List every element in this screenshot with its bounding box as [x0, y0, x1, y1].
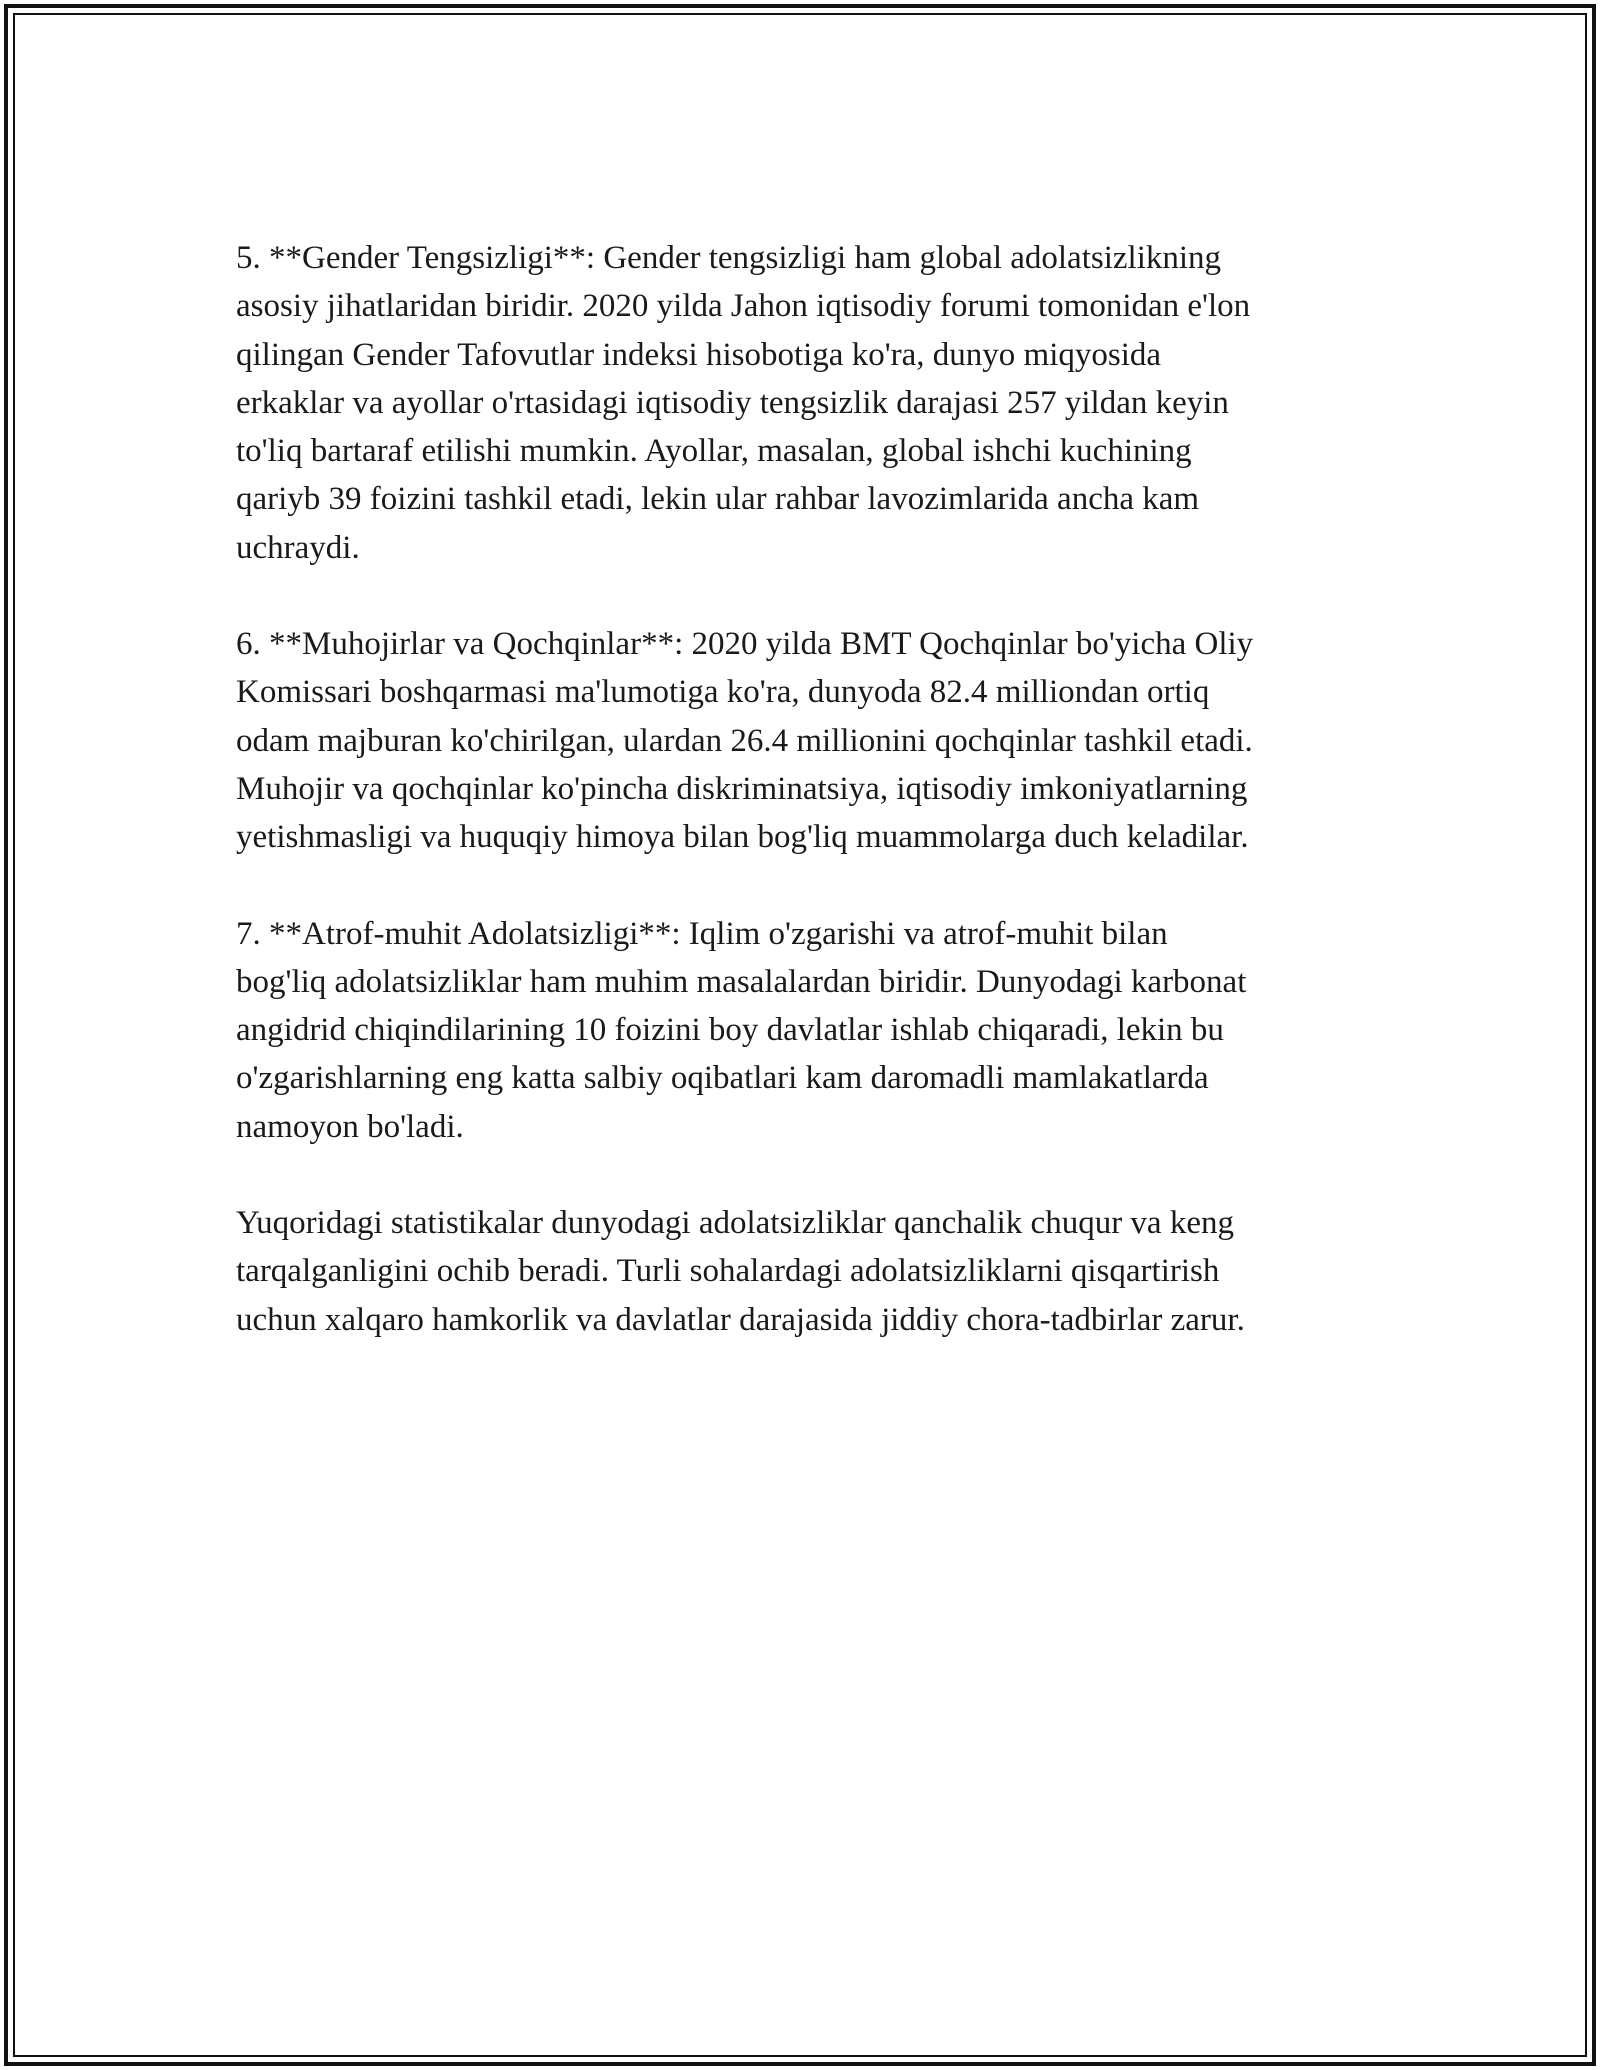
text-line: odam majburan ko'chirilgan, ulardan 26.4 millionini qochqinlar tashkil etadi. — [236, 722, 1253, 759]
text-line: Komissari boshqarmasi ma'lumotiga ko'ra, dunyoda 82.4 milliondan ortiq — [236, 674, 1210, 711]
text-line: angidrid chiqindilarining 10 foizini boy davlatlar ishlab chiqaradi, lekin bu — [236, 1012, 1224, 1049]
text-line: Muhojir va qochqinlar ko'pincha diskriminatsiya, iqtisodiy imkoniyatlarning — [236, 770, 1248, 807]
text-line: namoyon bo'ladi. — [236, 1108, 464, 1145]
text-line: 6. **Muhojirlar va Qochqinlar**: 2020 yilda BMT Qochqinlar bo'yicha Oliy — [236, 626, 1254, 663]
text-line: uchraydi. — [236, 529, 360, 566]
paragraph-migrants-refugees — [236, 620, 1376, 861]
text-line: to'liq bartaraf etilishi mumkin. Ayollar, masalan, global ishchi kuchining — [236, 433, 1192, 470]
document-body — [236, 234, 1376, 1344]
text-line: erkaklar va ayollar o'rtasidagi iqtisodiy tengsizlik darajasi 257 yildan keyin — [236, 384, 1229, 421]
text-line: Yuqoridagi statistikalar dunyodagi adolatsizliklar qanchalik chuqur va keng — [236, 1205, 1234, 1242]
text-line: qariyb 39 foizini tashkil etadi, lekin ular rahbar lavozimlarida ancha kam — [236, 481, 1200, 518]
text-line: asosiy jihatlaridan biridir. 2020 yilda Jahon iqtisodiy forumi tomonidan e'lon — [236, 288, 1251, 325]
text-line: yetishmasligi va huquqiy himoya bilan bog'liq muammolarga duch keladilar. — [236, 819, 1249, 856]
text-line: uchun xalqaro hamkorlik va davlatlar darajasida jiddiy chora-tadbirlar zarur. — [236, 1301, 1245, 1338]
text-line: 5. **Gender Tengsizligi**: Gender tengsizligi ham global adolatsizlikning — [236, 240, 1222, 276]
text-line: bog'liq adolatsizliklar ham muhim masalalardan biridir. Dunyodagi karbonat — [236, 963, 1247, 1000]
paragraph-gender-inequality — [236, 234, 1376, 572]
text-line: 7. **Atrof-muhit Adolatsizligi**: Iqlim o'zgarishi va atrof-muhit bilan — [236, 915, 1168, 952]
text-line: qilingan Gender Tafovutlar indeksi hisobotiga ko'ra, dunyo miqyosida — [236, 336, 1162, 373]
paragraph-environmental-injustice — [236, 910, 1376, 1151]
paragraph-conclusion — [236, 1199, 1376, 1344]
text-line: tarqalganligini ochib beradi. Turli sohalardagi adolatsizliklarni qisqartirish — [236, 1253, 1220, 1290]
text-line: o'zgarishlarning eng katta salbiy oqibatlari kam daromadli mamlakatlarda — [236, 1060, 1209, 1097]
